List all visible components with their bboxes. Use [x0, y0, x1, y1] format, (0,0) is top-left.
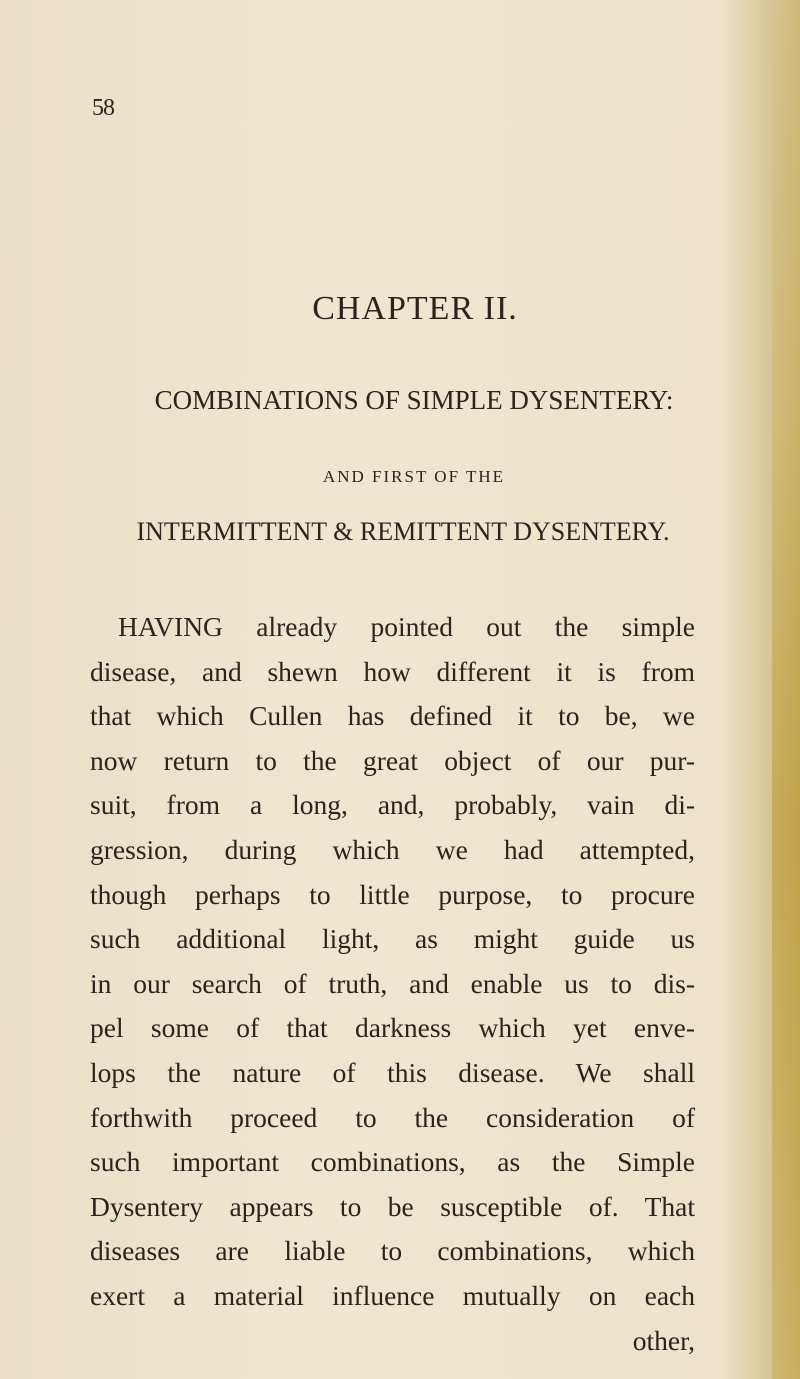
section-heading-line-2: AND FIRST OF THE	[322, 467, 506, 486]
body-line: pel some of that darkness which yet enve-	[90, 1012, 695, 1044]
catchword: other,	[632, 1324, 695, 1356]
body-line: diseases are liable to combinations, which	[90, 1235, 695, 1267]
body-line: forthwith proceed to the consideration of	[90, 1101, 695, 1133]
body-line: that which Cullen has defined it to be, we	[90, 700, 695, 732]
body-line: exert a material influence mutually on each	[90, 1279, 695, 1311]
body-line: Dysentery appears to be susceptible of. That	[90, 1190, 695, 1222]
body-line: such additional light, as might guide us	[90, 923, 695, 955]
body-line: disease, and shewn how different it is from	[90, 655, 695, 687]
chapter-title: CHAPTER II.	[312, 290, 518, 327]
body-line: such important combinations, as the Simple	[90, 1146, 695, 1178]
body-line: suit, from a long, and, probably, vain di-	[90, 789, 695, 821]
body-line: now return to the great object of our pur-	[90, 744, 695, 776]
section-heading-line-3: INTERMITTENT & REMITTENT DYSENTERY.	[136, 517, 670, 546]
body-line: gression, during which we had attempted,	[90, 833, 695, 865]
body-line: HAVING already pointed out the simple	[118, 611, 695, 642]
body-line: though perhaps to little purpose, to procure	[90, 878, 695, 910]
section-heading-line-1: COMBINATIONS OF SIMPLE DYSENTERY:	[154, 385, 674, 415]
body-line: in our search of truth, and enable us to dis-	[90, 967, 695, 999]
body-paragraph	[90, 605, 695, 1363]
body-line: lops the nature of this disease. We shall	[90, 1056, 695, 1088]
page-edge-stain	[772, 0, 800, 1379]
page-number: 58	[92, 95, 114, 121]
